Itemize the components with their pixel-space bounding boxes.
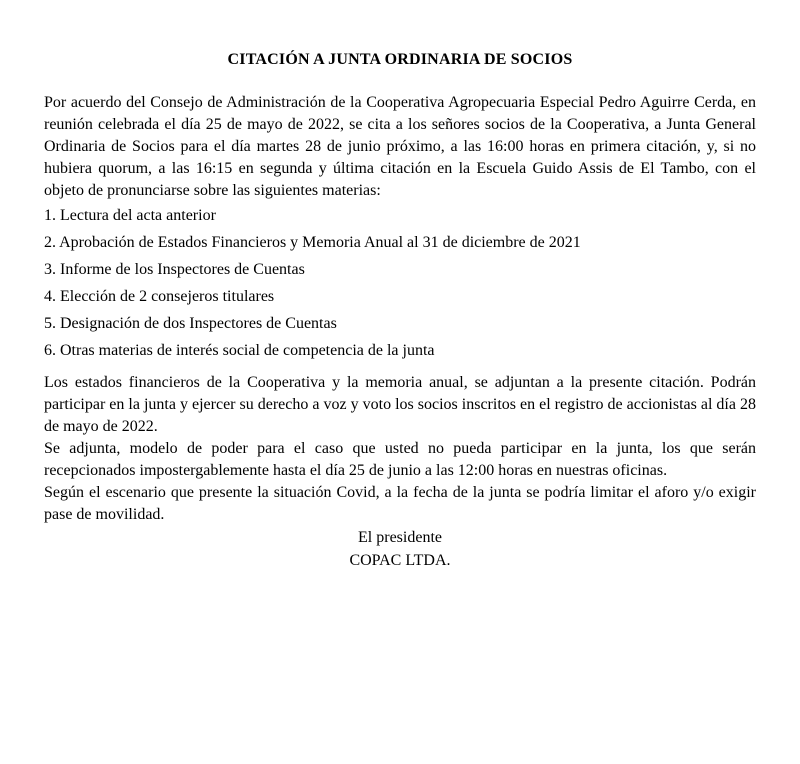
agenda-item: 3. Informe de los Inspectores de Cuentas	[44, 261, 305, 278]
agenda-item: 6. Otras materias de interés social de competencia de la junta	[44, 342, 435, 359]
signature-role: El presidente	[358, 529, 442, 546]
paragraph-financials: Los estados financieros de la Cooperativa y la memoria anual, se adjuntan a la presente citación. Podrán participar en la junta y ejercer su derecho a voz y voto los socios inscritos en el registro de accionistas al día 28 de mayo de 2022.	[44, 374, 756, 435]
page-title: CITACIÓN A JUNTA ORDINARIA DE SOCIOS	[227, 51, 573, 68]
paragraph-proxy: Se adjunta, modelo de poder para el caso que usted no pueda participar en la junta, los que serán recepcionados impostergablemente hasta el día 25 de junio a las 12:00 horas en nuestras oficinas.	[44, 440, 756, 479]
signature-block	[44, 526, 756, 572]
agenda-list	[44, 202, 756, 364]
paragraph-covid: Según el escenario que presente la situación Covid, a la fecha de la junta se podría limitar el aforo y/o exigir pase de movilidad.	[44, 484, 756, 523]
paragraph-intro: Por acuerdo del Consejo de Administración de la Cooperativa Agropecuaria Especial Pedro Aguirre Cerda, en reunión celebrada el día 25 de mayo de 2022, se cita a los señores socios de la Cooperativa, a Junta General Ordinaria de Socios para el día martes 28 de junio próximo, a las 16:00 horas en primera citación, y, si no hubiera quorum, a las 16:15 en segunda y última citación en la Escuela Guido Assis de El Tambo, con el objeto de pronunciarse sobre las siguientes materias:	[44, 94, 756, 199]
signature-organization: COPAC LTDA.	[349, 552, 451, 569]
agenda-item: 5. Designación de dos Inspectores de Cuentas	[44, 315, 337, 332]
agenda-item: 1. Lectura del acta anterior	[44, 207, 216, 224]
agenda-item: 4. Elección de 2 consejeros titulares	[44, 288, 275, 305]
agenda-item: 2. Aprobación de Estados Financieros y Memoria Anual al 31 de diciembre de 2021	[44, 234, 581, 251]
